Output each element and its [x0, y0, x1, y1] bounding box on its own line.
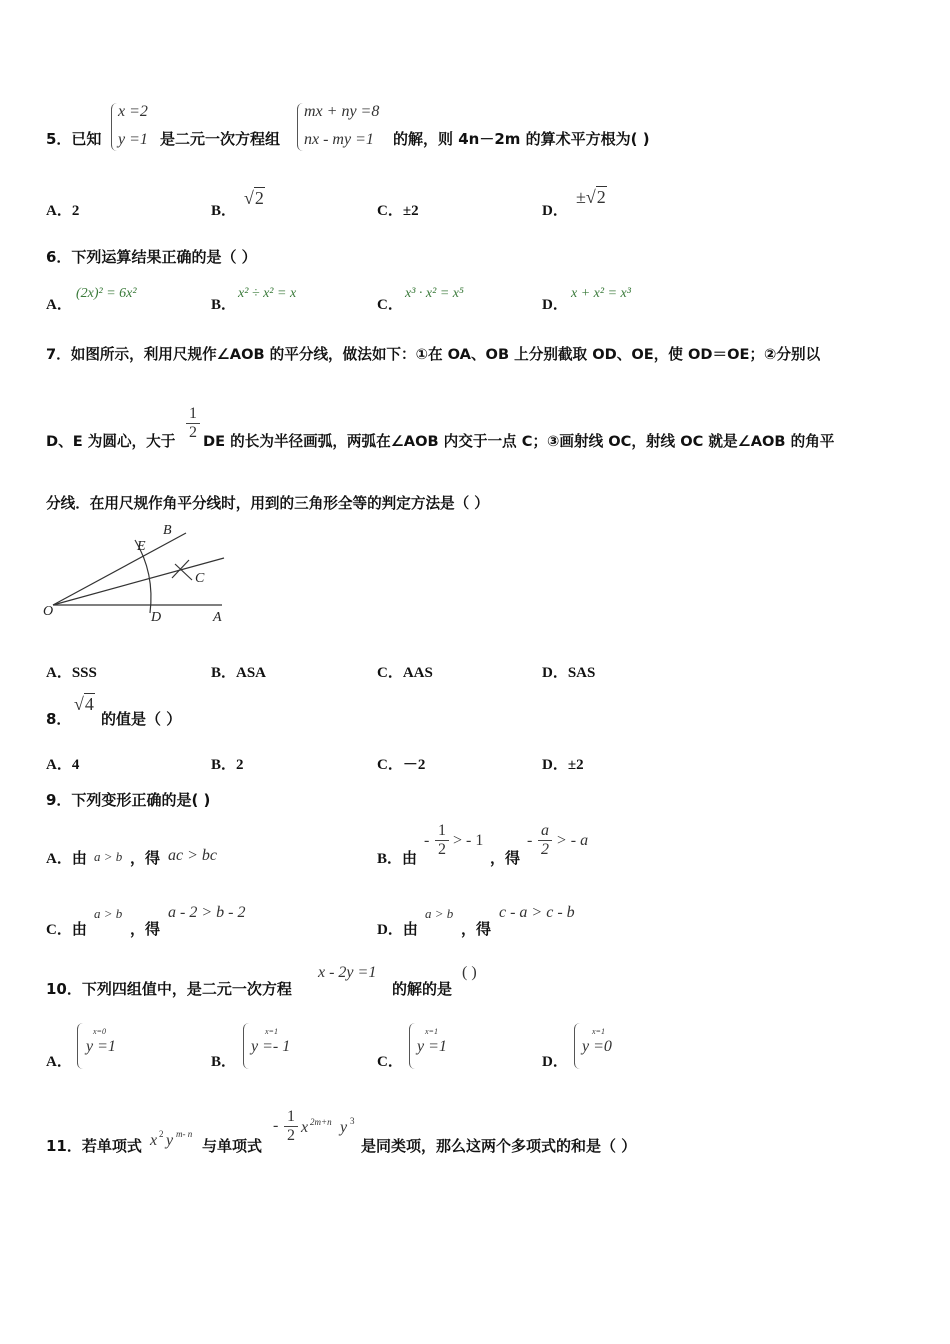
q9-b-mid: ，得	[490, 851, 521, 867]
q9-c-result: a - 2 > b - 2	[168, 904, 246, 921]
q10-b-brace	[243, 1023, 249, 1069]
q7-line2a: D、E 为圆心，大于	[46, 433, 176, 450]
q11-minus: -	[273, 1117, 279, 1134]
q11-mid: 与单项式	[202, 1137, 263, 1155]
q10-option-d[interactable]: D．	[542, 1054, 568, 1070]
q11-mono2-x: x	[301, 1119, 309, 1136]
q8-option-a[interactable]: A．4	[46, 757, 80, 773]
q5-brace-2	[297, 103, 304, 151]
q9-a-result: ac > bc	[168, 847, 217, 864]
q5-brace-1	[111, 103, 118, 151]
q10-suffix: 的解的是	[392, 980, 453, 998]
q8-sqrt: √4	[74, 694, 94, 714]
q5-sys2-bottom: nx - my =1	[304, 131, 374, 148]
q7-option-a[interactable]: A．SSS	[46, 665, 97, 681]
label-o: O	[43, 604, 54, 619]
q8-prefix: 8．	[46, 710, 72, 728]
label-d: D	[151, 610, 162, 625]
q8-option-d[interactable]: D．±2	[542, 757, 584, 773]
q9-option-d[interactable]: D．由	[377, 922, 418, 938]
q5-option-d-sqrt: ±√2	[576, 187, 606, 207]
q6-option-a[interactable]: A．	[46, 297, 72, 313]
q10-d-top: x=1	[592, 1027, 605, 1036]
q9-d-mid: ，得	[461, 922, 492, 938]
q9-b-rminus: -	[527, 832, 533, 849]
q5-option-a[interactable]: A．2	[46, 203, 80, 219]
q9-d-cond: a > b	[425, 906, 454, 921]
q7-fraction: 1 2	[186, 405, 200, 442]
q7-figure	[40, 518, 240, 628]
q6-option-c[interactable]: C．	[377, 297, 403, 313]
q11-mono2-exp1: 2m+n	[310, 1117, 332, 1127]
q5-prefix: 5．已知	[46, 130, 102, 148]
q7-option-d[interactable]: D．SAS	[542, 665, 596, 681]
q10-b-bottom: y =- 1	[251, 1038, 291, 1055]
q6-option-b[interactable]: B．	[211, 297, 237, 313]
q9-b-minus: -	[424, 832, 430, 849]
q6-option-d-math: x + x² = x³	[571, 286, 631, 301]
q10-option-b[interactable]: B．	[211, 1054, 237, 1070]
q5-sys1-bottom: y =1	[118, 131, 148, 148]
q9-b-cond-rest: > - 1	[453, 832, 484, 849]
q8-suffix: 的值是（ ）	[101, 710, 182, 728]
q9-b-rfrac: a 2	[538, 822, 552, 859]
q9-stem: 9．下列变形正确的是( )	[46, 791, 211, 809]
q9-option-a[interactable]: A．由	[46, 851, 87, 867]
label-a: A	[213, 610, 222, 625]
q5-option-b[interactable]: B．	[211, 203, 237, 219]
q6-stem: 6．下列运算结果正确的是（ ）	[46, 248, 257, 266]
q10-b-top: x=1	[265, 1027, 278, 1036]
q11-frac: 1 2	[284, 1108, 298, 1145]
q5-sys1-top: x =2	[118, 103, 148, 120]
q10-option-c[interactable]: C．	[377, 1054, 403, 1070]
q6-option-a-math: (2x)² = 6x²	[76, 286, 137, 301]
q11-mono1-y: y	[166, 1132, 174, 1149]
q11-suffix: 是同类项，那么这两个多项式的和是（ ）	[361, 1137, 637, 1155]
q9-b-result-rest: > - a	[556, 832, 589, 849]
label-c: C	[195, 571, 205, 586]
q6-option-d[interactable]: D．	[542, 297, 568, 313]
q11-mono2-exp2: 3	[350, 1116, 355, 1126]
q5-option-b-sqrt: √2	[244, 188, 264, 208]
q10-a-bottom: y =1	[86, 1038, 116, 1055]
q9-a-mid: ，得	[130, 851, 161, 867]
q9-a-cond: a > b	[94, 849, 123, 864]
q7-line1: 7．如图所示，利用尺规作∠AOB 的平分线，做法如下：①在 OA、OB 上分别截取 OD、OE，使 OD＝OE；②分别以	[46, 346, 821, 363]
q8-option-b[interactable]: B．2	[211, 757, 244, 773]
q10-a-top: x=0	[93, 1027, 106, 1036]
label-b: B	[163, 523, 172, 538]
q10-option-a[interactable]: A．	[46, 1054, 72, 1070]
q6-option-b-math: x² ÷ x² = x	[238, 286, 297, 301]
q5-mid: 是二元一次方程组	[160, 130, 281, 148]
q9-b-frac: 1 2	[435, 822, 449, 859]
q9-c-mid: ，得	[130, 922, 161, 938]
q8-option-c[interactable]: C．－2	[377, 757, 426, 773]
q10-a-brace	[77, 1023, 83, 1069]
q9-d-result: c - a > c - b	[499, 904, 575, 921]
q10-d-brace	[574, 1023, 580, 1069]
q7-option-b[interactable]: B．ASA	[211, 665, 267, 681]
q11-mono1-x: x	[150, 1132, 158, 1149]
q7-option-c[interactable]: C．AAS	[377, 665, 433, 681]
q10-c-top: x=1	[425, 1027, 438, 1036]
q11-mono1-exp1: 2	[159, 1129, 164, 1139]
q10-c-brace	[409, 1023, 415, 1069]
q7-line2b: DE 的长为半径画弧，两弧在∠AOB 内交于一点 C；③画射线 OC，射线 OC 就是∠AOB 的角平	[203, 433, 835, 450]
q11-mono2-y: y	[340, 1119, 348, 1136]
q10-paren: ( )	[462, 964, 477, 981]
q9-option-c[interactable]: C．由	[46, 922, 87, 938]
ray-ob	[53, 533, 186, 605]
q10-d-bottom: y =0	[582, 1038, 612, 1055]
q5-option-d[interactable]: D．	[542, 203, 568, 219]
q5-suffix: 的解，则 4n－2m 的算术平方根为( )	[393, 130, 650, 148]
label-e: E	[137, 539, 146, 554]
q9-c-cond: a > b	[94, 906, 123, 921]
q6-option-c-math: x³ · x² = x⁵	[405, 286, 464, 301]
q10-c-bottom: y =1	[417, 1038, 447, 1055]
q10-eq: x - 2y =1	[318, 964, 377, 981]
q7-line3: 分线．在用尺规作角平分线时，用到的三角形全等的判定方法是（ ）	[46, 495, 489, 512]
q10-prefix: 10．下列四组值中，是二元一次方程	[46, 980, 292, 998]
q11-mono1-exp2: m- n	[176, 1129, 193, 1139]
q5-sys2-top: mx + ny =8	[304, 103, 380, 120]
q9-option-b[interactable]: B．由	[377, 851, 418, 867]
q5-option-c[interactable]: C．±2	[377, 203, 419, 219]
q11-prefix: 11．若单项式	[46, 1137, 142, 1155]
